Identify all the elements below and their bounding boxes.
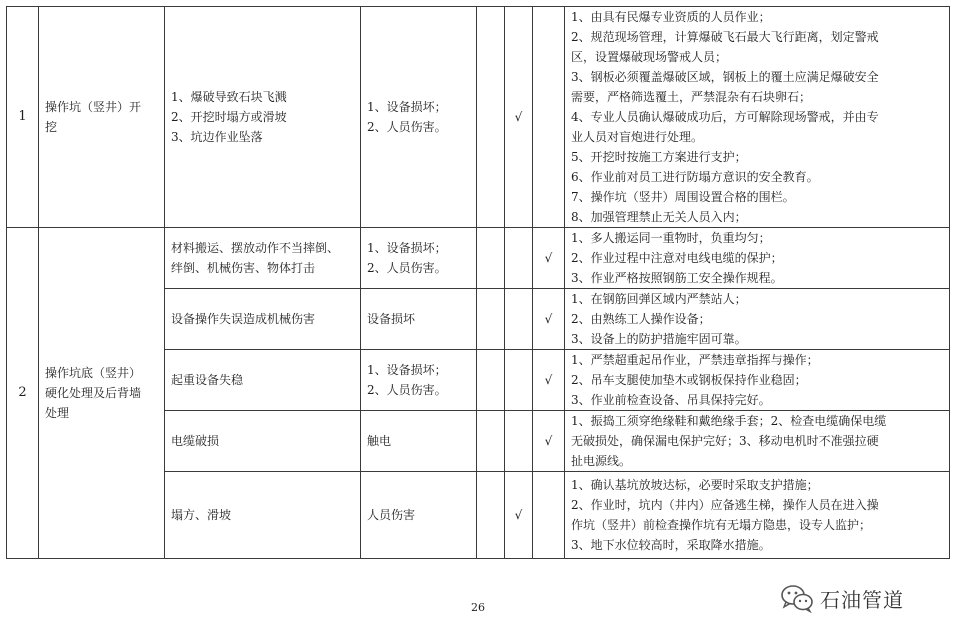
measure-text: 作坑（竖井）前检查操作坑有无塌方隐患，设专人监护； [571,518,872,532]
level-check-b [505,350,533,411]
activity-cell [39,228,165,559]
consequence-text: 2、人员伤害。 [367,383,447,397]
consequence-text: 2、人员伤害。 [367,120,447,134]
consequence-cell [361,472,477,559]
measure-text: 1、在钢筋回弹区域内严禁站人； [571,292,747,306]
hazard-cell [165,228,361,289]
hazard-text: 绊倒、机械伤害、物体打击 [171,261,316,275]
hazard-text: 材料搬运、摆放动作不当摔倒、 [171,241,340,255]
measure-text: 4、专业人员确认爆破成功后，方可解除现场警戒，并由专 [571,110,879,124]
activity-text: 操作坑底（竖井） [45,366,142,380]
page-number: 26 [471,601,485,614]
measure-text: 6、作业前对员工进行防塌方意识的安全教育。 [571,170,819,184]
level-check-b: √ [505,472,533,559]
measure-text: 3、钢板必须覆盖爆破区域，钢板上的覆土应满足爆破安全 [571,70,879,84]
hazard-text: 2、开挖时塌方或滑坡 [171,110,287,124]
consequence-text: 1、设备损坏； [367,100,447,114]
consequence-cell [361,228,477,289]
level-check-a [477,228,505,289]
measure-text: 3、地下水位较高时，采取降水措施。 [571,538,771,552]
level-check-a [477,472,505,559]
measure-text: 3、作业前检查设备、吊具保持完好。 [571,393,771,407]
consequence-cell [361,7,477,228]
wechat-icon [780,583,814,613]
measure-text: 2、吊车支腿使加垫木或钢板保持作业稳固； [571,373,807,387]
measure-text: 无破损处，确保漏电保护完好；3、移动电机时不准强拉硬 [571,434,879,448]
measure-text: 区，设置爆破现场警戒人员； [571,50,728,64]
consequence-cell [361,289,477,350]
hazard-cell [165,289,361,350]
watermark-text: 石油管道 [820,587,904,612]
hazard-cell [165,472,361,559]
hazard-cell [165,7,361,228]
hazard-text: 1、爆破导致石块飞溅 [171,90,287,104]
measure-text: 7、操作坑（竖井）周围设置合格的围栏。 [571,190,795,204]
consequence-cell [361,411,477,472]
hazard-text: 塌方、滑坡 [171,508,232,522]
level-check-b [505,228,533,289]
measure-text: 5、开挖时按施工方案进行支护； [571,150,747,164]
table-row [7,228,950,289]
measure-text: 2、由熟练工人操作设备； [571,312,711,326]
hazard-text: 设备操作失误造成机械伤害 [171,312,316,326]
level-check-c: √ [533,350,565,411]
level-check-c [533,472,565,559]
hazard-text: 起重设备失稳 [171,373,244,387]
activity-text: 挖 [45,120,58,134]
level-check-c: √ [533,228,565,289]
measure-text: 2、规范现场管理，计算爆破飞石最大飞行距离，划定警戒 [571,30,879,44]
measures-cell [565,228,950,289]
level-check-c: √ [533,289,565,350]
measure-text: 业人员对盲炮进行处理。 [571,130,704,144]
row-number: 1 [7,7,39,228]
table-row [7,7,950,228]
measures-cell [565,350,950,411]
level-check-a [477,350,505,411]
activity-text: 处理 [45,406,70,420]
level-check-b [505,411,533,472]
hazard-text: 3、坑边作业坠落 [171,130,263,144]
row-number: 2 [7,228,39,559]
consequence-text: 1、设备损坏； [367,241,447,255]
measure-text: 2、作业过程中注意对电线电缆的保护； [571,251,783,265]
measures-cell [565,289,950,350]
consequence-text: 1、设备损坏； [367,363,447,377]
measures-cell [565,7,950,228]
consequence-text: 2、人员伤害。 [367,261,447,275]
measures-cell [565,472,950,559]
risk-assessment-table [6,6,950,559]
consequence-text: 触电 [367,434,392,448]
level-check-c: √ [533,411,565,472]
level-check-a [477,411,505,472]
level-check-c [533,7,565,228]
hazard-text: 电缆破损 [171,434,220,448]
measure-text: 3、设备上的防护措施牢固可靠。 [571,332,747,346]
measure-text: 2、作业时，坑内（井内）应备逃生梯，操作人员在进入操 [571,498,879,512]
activity-text: 硬化处理及后背墙 [45,386,142,400]
hazard-cell [165,411,361,472]
measure-text: 需要，严格筛选覆土，严禁混杂有石块卵石； [571,90,812,104]
level-check-a [477,7,505,228]
consequence-cell [361,350,477,411]
activity-cell [39,7,165,228]
measure-text: 1、由具有民爆专业资质的人员作业； [571,10,771,24]
measure-text: 3、作业严格按照钢筋工安全操作规程。 [571,271,783,285]
hazard-cell [165,350,361,411]
level-check-a [477,289,505,350]
measures-cell [565,411,950,472]
measure-text: 1、振捣工须穿绝缘鞋和戴绝缘手套；2、检查电缆确保电缆 [571,414,887,428]
consequence-text: 人员伤害 [367,508,416,522]
watermark [780,580,904,616]
measure-text: 8、加强管理禁止无关人员入内； [571,210,747,224]
measure-text: 1、确认基坑放坡达标，必要时采取支护措施； [571,478,819,492]
level-check-b: √ [505,7,533,228]
measure-text: 1、严禁超重起吊作业，严禁违章指挥与操作； [571,353,819,367]
measure-text: 扯电源线。 [571,454,632,468]
level-check-b [505,289,533,350]
consequence-text: 设备损坏 [367,312,416,326]
activity-text: 操作坑（竖井）开 [45,100,142,114]
measure-text: 1、多人搬运同一重物时，负重均匀； [571,231,771,245]
